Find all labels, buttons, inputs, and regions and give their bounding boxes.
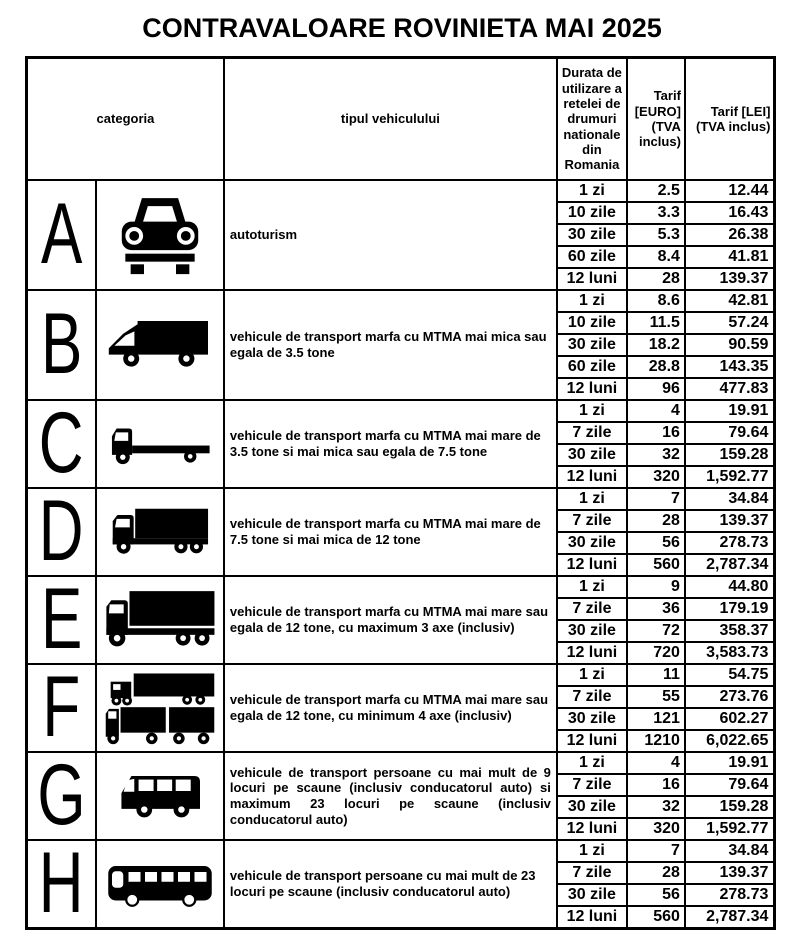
tarif-euro-cell: 7 (627, 488, 685, 510)
tarif-euro-cell: 56 (627, 532, 685, 554)
duration-cell: 7 zile (557, 862, 627, 884)
duration-cell: 30 zile (557, 708, 627, 730)
tarif-lei-cell: 159.28 (685, 796, 775, 818)
duration-cell: 1 zi (557, 488, 627, 510)
vehicle-icon-cell (96, 180, 224, 290)
vehicle-description: vehicule de transport marfa cu MTMA mai mare sau egala de 12 tone, cu maximum 3 axe (inclusiv) (224, 576, 557, 664)
tarif-euro-cell: 560 (627, 554, 685, 576)
tarif-euro-cell: 28 (627, 862, 685, 884)
tarif-euro-cell: 32 (627, 444, 685, 466)
tarif-lei-cell: 1,592.77 (685, 818, 775, 840)
tarif-lei-cell: 273.76 (685, 686, 775, 708)
tarif-euro-cell: 2.5 (627, 180, 685, 202)
tarif-euro-cell: 560 (627, 906, 685, 929)
tariff-row (27, 488, 775, 510)
duration-cell: 7 zile (557, 774, 627, 796)
duration-cell: 1 zi (557, 576, 627, 598)
category-letter (27, 664, 96, 752)
tarif-euro-cell: 121 (627, 708, 685, 730)
vehicle-description: vehicule de transport marfa cu MTMA mai mare de 3.5 tone si mai mica sau egala de 7.5 tone (224, 400, 557, 488)
tarif-euro-cell: 28 (627, 268, 685, 290)
tarif-lei-cell: 90.59 (685, 334, 775, 356)
category-letter-text: E (40, 576, 83, 664)
vehicle-description: vehicule de transport marfa cu MTMA mai mare sau egala de 12 tone, cu minimum 4 axe (inclusiv) (224, 664, 557, 752)
vehicle-description: autoturism (224, 180, 557, 290)
tarif-euro-cell: 36 (627, 598, 685, 620)
duration-cell: 7 zile (557, 686, 627, 708)
duration-cell: 7 zile (557, 598, 627, 620)
box-truck-icon (104, 501, 216, 563)
vehicle-description: vehicule de transport marfa cu MTMA mai mare de 7.5 tone si mai mica de 12 tone (224, 488, 557, 576)
vehicle-description: vehicule de transport marfa cu MTMA mai mica sau egala de 3.5 tone (224, 290, 557, 400)
tarif-euro-cell: 55 (627, 686, 685, 708)
car-front-icon (114, 195, 206, 275)
category-letter (27, 290, 96, 400)
tarif-lei-cell: 179.19 (685, 598, 775, 620)
tarif-euro-cell: 320 (627, 466, 685, 488)
tarif-lei-cell: 602.27 (685, 708, 775, 730)
bus-icon (102, 854, 218, 914)
category-letter (27, 840, 96, 929)
tarif-euro-cell: 3.3 (627, 202, 685, 224)
table-body (27, 180, 775, 929)
duration-cell: 10 zile (557, 202, 627, 224)
tarif-lei-cell: 477.83 (685, 378, 775, 400)
tarif-euro-cell: 11.5 (627, 312, 685, 334)
tarif-euro-cell: 4 (627, 752, 685, 774)
tarif-lei-cell: 278.73 (685, 532, 775, 554)
category-letter-text: C (39, 400, 84, 488)
tarif-euro-cell: 720 (627, 642, 685, 664)
duration-cell: 10 zile (557, 312, 627, 334)
col-header-durata: Durata de utilizare a retelei de drumuri nationale din Romania (557, 58, 627, 181)
vehicle-icon-cell (96, 664, 224, 752)
duration-cell: 12 luni (557, 378, 627, 400)
category-letter (27, 576, 96, 664)
col-header-categoria: categoria (27, 58, 224, 181)
tarif-euro-cell: 28.8 (627, 356, 685, 378)
tarif-lei-cell: 42.81 (685, 290, 775, 312)
page-title: CONTRAVALOARE ROVINIETA MAI 2025 (142, 13, 662, 43)
vehicle-icon-cell (96, 752, 224, 840)
tarif-lei-cell: 139.37 (685, 510, 775, 532)
tarif-lei-cell: 57.24 (685, 312, 775, 334)
duration-cell: 12 luni (557, 642, 627, 664)
duration-cell: 1 zi (557, 400, 627, 422)
tarif-euro-cell: 18.2 (627, 334, 685, 356)
tarif-euro-cell: 4 (627, 400, 685, 422)
tarif-lei-cell: 358.37 (685, 620, 775, 642)
col-header-tarif-lei: Tarif [LEI] (TVA inclus) (685, 58, 775, 181)
tarif-euro-cell: 16 (627, 774, 685, 796)
tarif-lei-cell: 1,592.77 (685, 466, 775, 488)
table-header (27, 58, 775, 181)
tariff-row (27, 752, 775, 774)
tariff-row (27, 840, 775, 862)
duration-cell: 12 luni (557, 466, 627, 488)
tarif-lei-cell: 159.28 (685, 444, 775, 466)
flatbed-truck-icon (104, 413, 216, 475)
duration-cell: 7 zile (557, 422, 627, 444)
tariff-row (27, 180, 775, 202)
category-letter-text: B (40, 296, 83, 393)
tarif-euro-cell: 96 (627, 378, 685, 400)
duration-cell: 12 luni (557, 818, 627, 840)
tarif-euro-cell: 320 (627, 818, 685, 840)
tarif-euro-cell: 9 (627, 576, 685, 598)
van-icon (104, 313, 216, 377)
tarif-lei-cell: 34.84 (685, 488, 775, 510)
tarif-euro-cell: 1210 (627, 730, 685, 752)
truck-trailer-combo-icon (102, 671, 218, 745)
rovinieta-price-table (25, 56, 776, 930)
heavy-truck-icon (100, 587, 220, 653)
tarif-euro-cell: 72 (627, 620, 685, 642)
duration-cell: 1 zi (557, 664, 627, 686)
tarif-euro-cell: 11 (627, 664, 685, 686)
duration-cell: 1 zi (557, 180, 627, 202)
category-letter-text: D (39, 488, 84, 576)
vehicle-icon-cell (96, 840, 224, 929)
page (0, 13, 804, 930)
col-header-tipul-vehiculului: tipul vehiculului (224, 58, 557, 181)
tarif-lei-cell: 6,022.65 (685, 730, 775, 752)
tariff-row (27, 664, 775, 686)
tarif-lei-cell: 12.44 (685, 180, 775, 202)
vehicle-description: vehicule de transport persoane cu mai mult de 23 locuri pe scaune (inclusiv conducatorul auto) (224, 840, 557, 929)
tarif-lei-cell: 19.91 (685, 400, 775, 422)
tarif-lei-cell: 278.73 (685, 884, 775, 906)
category-letter-text: F (42, 664, 81, 752)
duration-cell: 12 luni (557, 730, 627, 752)
tarif-lei-cell: 26.38 (685, 224, 775, 246)
duration-cell: 60 zile (557, 246, 627, 268)
duration-cell: 30 zile (557, 334, 627, 356)
tarif-euro-cell: 8.4 (627, 246, 685, 268)
duration-cell: 30 zile (557, 532, 627, 554)
duration-cell: 60 zile (557, 356, 627, 378)
duration-cell: 12 luni (557, 268, 627, 290)
category-letter (27, 180, 96, 290)
tarif-lei-cell: 79.64 (685, 422, 775, 444)
tarif-lei-cell: 139.37 (685, 268, 775, 290)
duration-cell: 12 luni (557, 906, 627, 929)
duration-cell: 7 zile (557, 510, 627, 532)
vehicle-icon-cell (96, 488, 224, 576)
vehicle-icon-cell (96, 576, 224, 664)
vehicle-icon-cell (96, 400, 224, 488)
header-row (27, 58, 775, 181)
tarif-lei-cell: 79.64 (685, 774, 775, 796)
duration-cell: 30 zile (557, 444, 627, 466)
category-letter (27, 400, 96, 488)
tariff-row (27, 576, 775, 598)
category-letter (27, 488, 96, 576)
minibus-icon (110, 767, 210, 825)
duration-cell: 1 zi (557, 290, 627, 312)
tarif-lei-cell: 2,787.34 (685, 554, 775, 576)
tarif-lei-cell: 16.43 (685, 202, 775, 224)
tariff-row (27, 290, 775, 312)
duration-cell: 1 zi (557, 752, 627, 774)
tarif-lei-cell: 54.75 (685, 664, 775, 686)
tarif-euro-cell: 28 (627, 510, 685, 532)
tarif-lei-cell: 143.35 (685, 356, 775, 378)
tarif-lei-cell: 34.84 (685, 840, 775, 862)
tarif-lei-cell: 139.37 (685, 862, 775, 884)
duration-cell: 30 zile (557, 796, 627, 818)
tarif-lei-cell: 3,583.73 (685, 642, 775, 664)
tarif-lei-cell: 2,787.34 (685, 906, 775, 929)
duration-cell: 1 zi (557, 840, 627, 862)
tarif-euro-cell: 5.3 (627, 224, 685, 246)
duration-cell: 12 luni (557, 554, 627, 576)
tarif-euro-cell: 7 (627, 840, 685, 862)
tarif-euro-cell: 8.6 (627, 290, 685, 312)
duration-cell: 30 zile (557, 224, 627, 246)
category-letter (27, 752, 96, 840)
tarif-euro-cell: 32 (627, 796, 685, 818)
col-header-tarif-euro: Tarif [EURO] (TVA inclus) (627, 58, 685, 181)
duration-cell: 30 zile (557, 884, 627, 906)
tarif-lei-cell: 44.80 (685, 576, 775, 598)
tarif-euro-cell: 56 (627, 884, 685, 906)
vehicle-description: vehicule de transport persoane cu mai mult de 9 locuri pe scaune (inclusiv conducatorul auto) si maximum 23 locuri pe scaune (inclusiv conducatorul auto) (224, 752, 557, 840)
category-letter-text: G (37, 752, 86, 840)
vehicle-icon-cell (96, 290, 224, 400)
tariff-row (27, 400, 775, 422)
category-letter-text: A (40, 186, 83, 283)
category-letter-text: H (39, 840, 84, 929)
tarif-euro-cell: 16 (627, 422, 685, 444)
duration-cell: 30 zile (557, 620, 627, 642)
tarif-lei-cell: 41.81 (685, 246, 775, 268)
tarif-lei-cell: 19.91 (685, 752, 775, 774)
